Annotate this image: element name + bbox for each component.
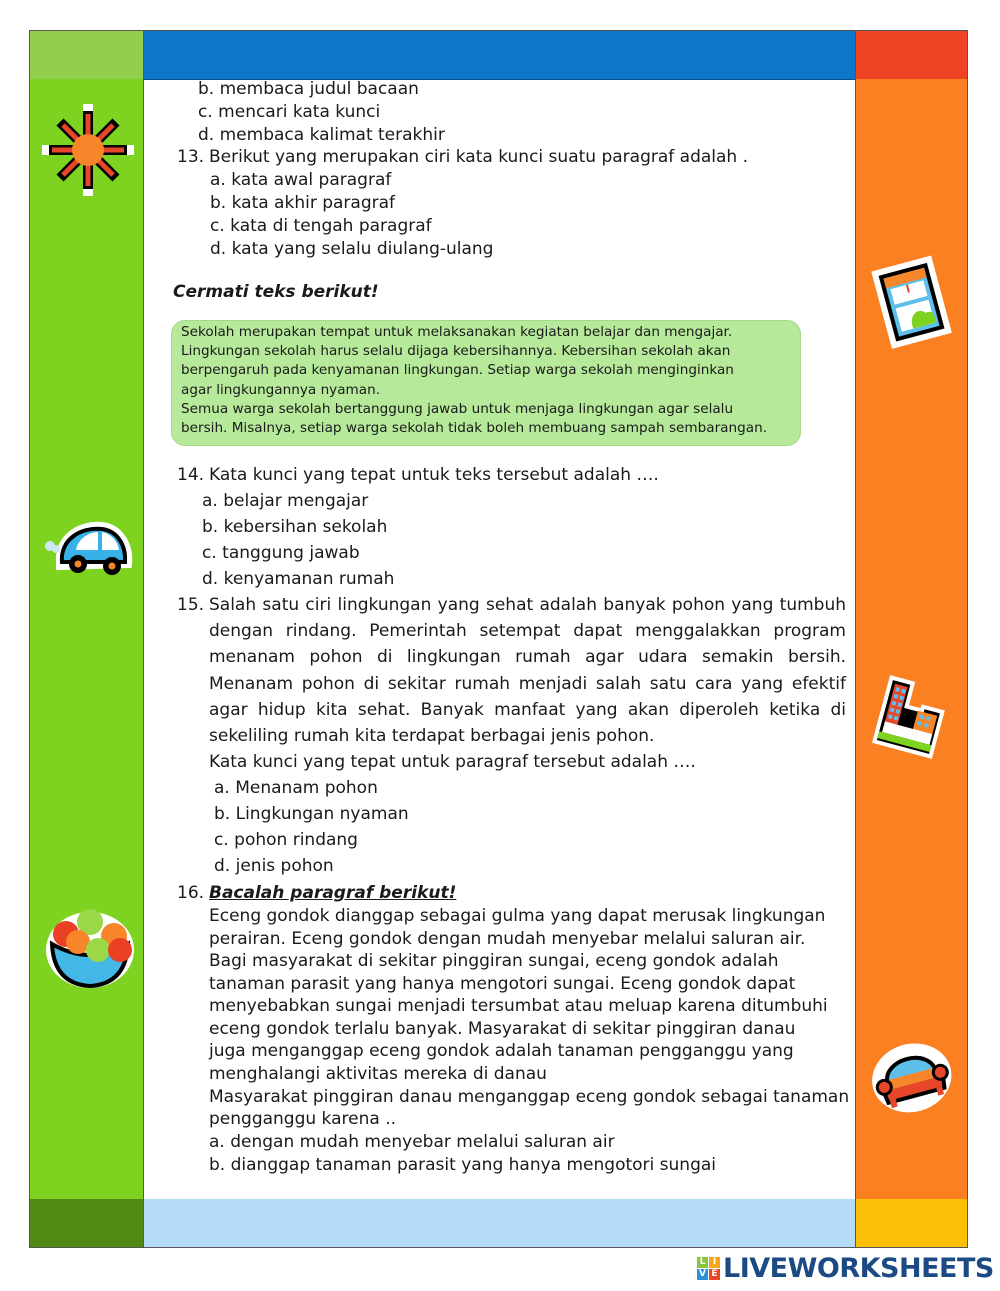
option-label: d. <box>198 125 215 145</box>
question-number: 14. <box>177 465 205 485</box>
q15-option-a <box>214 777 378 799</box>
passage-line: berpengaruh pada kenyamanan lingkungan. Setiap warga sekolah menginginkan <box>181 362 734 379</box>
logo-block: E <box>709 1269 720 1280</box>
q15-option-d <box>214 855 334 877</box>
passage-line: bersih. Misalnya, setiap warga sekolah tidak boleh membuang sampah sembarangan. <box>181 420 768 437</box>
q13-option-b <box>210 192 395 214</box>
option-text: Menanam pohon <box>235 778 378 798</box>
liveworksheets-logo <box>697 1253 994 1284</box>
sofa-icon <box>866 1030 956 1120</box>
q15-question: Kata kunci yang tepat untuk paragraf tersebut adalah …. <box>209 752 696 772</box>
sun-icon <box>40 100 136 196</box>
q16-paragraph-line: juga menganggap eceng gondok adalah tanaman pengganggu yang <box>209 1041 794 1061</box>
option-text: dianggap tanaman parasit yang hanya mengotori sungai <box>230 1155 717 1175</box>
logo-block: V <box>697 1269 708 1280</box>
q16-paragraph-line: tanaman parasit yang hanya mengotori sungai. Eceng gondok dapat <box>209 974 796 994</box>
option-text: jenis pohon <box>235 856 334 876</box>
option-text: belajar mengajar <box>223 491 369 511</box>
question-text: Berikut yang merupakan ciri kata kunci suatu paragraf adalah . <box>209 147 749 167</box>
option-label: b. <box>210 193 227 213</box>
option-label: a. <box>210 170 226 190</box>
q14-option-a <box>202 490 368 512</box>
car-icon <box>40 518 135 580</box>
q13-option-a <box>210 169 391 191</box>
q16-heading <box>177 882 456 904</box>
option-label: c. <box>198 102 213 122</box>
logo-wordmark: LIVEWORKSHEETS <box>723 1253 994 1284</box>
q16-option-a <box>209 1131 615 1153</box>
fruit-bowl-icon <box>42 900 138 992</box>
q12-option-c <box>198 101 380 123</box>
buildings-icon <box>866 672 956 762</box>
option-label: d. <box>202 569 219 589</box>
logo-block: L <box>697 1257 708 1268</box>
option-text: membaca judul bacaan <box>219 79 419 99</box>
question-number: 13. <box>177 147 205 167</box>
option-label: b. <box>202 517 219 537</box>
q16-paragraph-line: menghalangi aktivitas mereka di danau <box>209 1064 547 1084</box>
q14-option-d <box>202 568 394 590</box>
passage-line: agar lingkungannya nyaman. <box>181 381 381 398</box>
option-label: a. <box>214 778 230 798</box>
option-text: dengan mudah menyebar melalui saluran air <box>230 1132 615 1152</box>
question-instruction: Bacalah paragraf berikut! <box>209 883 457 903</box>
logo-block: I <box>709 1257 720 1268</box>
passage-box <box>171 320 801 446</box>
passage-line: Lingkungan sekolah harus selalu dijaga kebersihannya. Kebersihan sekolah akan <box>181 343 731 360</box>
option-label: d. <box>214 856 231 876</box>
passage-line: Sekolah merupakan tempat untuk melaksanakan kegiatan belajar dan mengajar. <box>181 324 733 340</box>
option-text: kata akhir paragraf <box>231 193 396 213</box>
q13-option-c <box>210 215 432 237</box>
option-text: kata awal paragraf <box>231 170 392 190</box>
question-text: Kata kunci yang tepat untuk teks tersebut adalah …. <box>209 465 659 485</box>
q16-paragraph-line: eceng gondok terlalu banyak. Masyarakat di sekitar pinggiran danau <box>209 1019 796 1039</box>
option-label: c. <box>214 830 229 850</box>
q16-paragraph-line: Eceng gondok dianggap sebagai gulma yang dapat merusak lingkungan <box>209 906 826 926</box>
option-text: kebersihan sekolah <box>223 517 388 537</box>
logo-blocks <box>697 1257 720 1280</box>
q16-paragraph-line: Bagi masyarakat di sekitar pinggiran sungai, eceng gondok adalah <box>209 951 779 971</box>
passage-line: Semua warga sekolah bertanggung jawab untuk menjaga lingkungan agar selalu <box>181 400 734 417</box>
q16-paragraph-line: menyebabkan sungai menjadi tersumbat atau meluap karena ditumbuhi <box>209 996 828 1016</box>
q14-option-b <box>202 516 387 538</box>
q14-question <box>177 464 659 486</box>
option-text: mencari kata kunci <box>218 102 381 122</box>
option-text: kata yang selalu diulang-ulang <box>231 239 494 259</box>
option-label: b. <box>214 804 231 824</box>
option-text: membaca kalimat terakhir <box>219 125 445 145</box>
q15-option-c <box>214 829 358 851</box>
option-label: a. <box>202 491 218 511</box>
section-heading: Cermati teks berikut! <box>173 282 379 302</box>
option-text: pohon rindang <box>234 830 358 850</box>
q12-option-b <box>198 78 419 100</box>
option-text: kata di tengah paragraf <box>230 216 432 236</box>
q13-option-d <box>210 238 493 260</box>
q16-option-b <box>209 1154 716 1176</box>
option-label: a. <box>209 1132 225 1152</box>
q13-question <box>177 146 748 168</box>
option-label: b. <box>209 1155 226 1175</box>
option-label: c. <box>210 216 225 236</box>
q16-paragraph-line: perairan. Eceng gondok dengan mudah menyebar melalui saluran air. <box>209 929 806 949</box>
option-text: tanggung jawab <box>222 543 360 563</box>
q12-option-d <box>198 124 445 146</box>
q15-number: 15. <box>177 595 205 615</box>
option-text: Lingkungan nyaman <box>235 804 409 824</box>
q15-option-b <box>214 803 409 825</box>
q14-option-c <box>202 542 360 564</box>
option-label: c. <box>202 543 217 563</box>
q16-question-line: Masyarakat pinggiran danau menganggap eceng gondok sebagai tanaman <box>209 1087 850 1107</box>
q15-paragraph: Salah satu ciri lingkungan yang sehat adalah banyak pohon yang tumbuh dengan rindang. Pemerintah setempat dapat menggalakkan program menanam pohon di lingkungan rumah agar udara semakin bersih. Menanam pohon di sekitar rumah menjadi salah satu cara yang efektif agar hidup kita sehat. Banyak manfaat yang akan diperoleh ketika di sekeliling rumah kita terdapat berbagai jenis pohon. <box>209 595 846 747</box>
q16-question-line: pengganggu karena .. <box>209 1109 396 1129</box>
option-label: b. <box>198 79 215 99</box>
option-text: kenyamanan rumah <box>223 569 395 589</box>
option-label: d. <box>210 239 227 259</box>
question-number: 16. <box>177 883 205 903</box>
window-icon <box>866 250 958 350</box>
